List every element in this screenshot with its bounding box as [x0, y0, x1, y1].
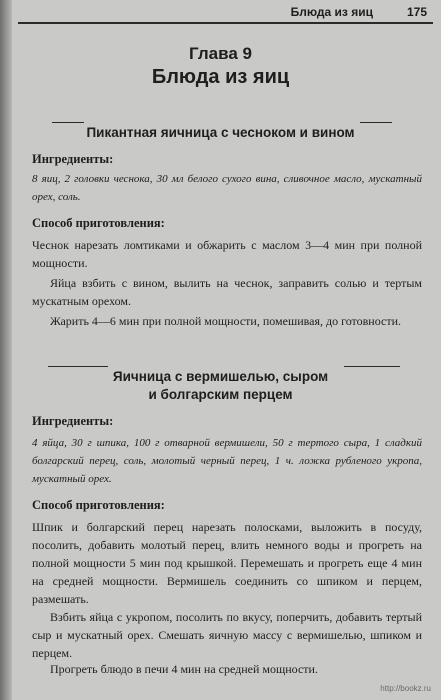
recipe-title: Пикантная яичница с чесноком и вином: [86, 125, 355, 140]
running-header-title: Блюда из яиц: [290, 5, 373, 19]
section-rule-left: [52, 122, 84, 123]
method-step: Чеснок нарезать ломтиками и обжарить с маслом 3—4 мин при полной мощности.: [32, 238, 422, 270]
ingredients-text: 4 яйца, 30 г шпика, 100 г отварной вермишели, 50 г тертого сыра, 1 сладкий болгарский перец, соль, молотый черный перец, 1 ч. ложка рубленого укропа, мускатный орех.: [32, 437, 422, 485]
method-step: Взбить яйца с укропом, посолить по вкусу, поперчить, добавить тертый сыр и мускатный орех. Смешать яичную массу с вермишелью, шпиком и перцем.: [32, 610, 422, 660]
watermark: http://bookz.ru: [380, 684, 431, 693]
page-number: 175: [406, 5, 427, 19]
recipe-title-line1: Яичница с вермишелью, сыром: [112, 369, 329, 384]
running-header: [0, 0, 441, 26]
ingredients-text: 8 яиц, 2 головки чеснока, 30 мл белого сухого вина, сливочное масло, мускатный орех, соль.: [32, 173, 422, 203]
section-rule-right: [344, 366, 400, 367]
chapter-title: Блюда из яиц: [151, 66, 290, 88]
method-label: Способ приготовления:: [32, 216, 165, 230]
method-step: Яйца взбить с вином, вылить на чеснок, заправить солью и тертым мускатным орехом.: [32, 276, 422, 308]
method-step: Прогреть блюдо в печи 4 мин на средней мощности.: [50, 662, 318, 676]
method-step: Шпик и болгарский перец нарезать полосками, выложить в посуду, посолить, добавить молотый перец, влить немного воды и прогреть на полной мощности 5 мин под крышкой. Перемешать и прогреть еще 4 мин на средней мощности. Вермишель соединить со шпиком и перцем, размешать.: [32, 520, 422, 606]
header-rule: [18, 22, 433, 24]
method-label: Способ приготовления:: [32, 498, 165, 512]
section-rule-right: [360, 122, 392, 123]
chapter-label: Глава 9: [189, 44, 252, 63]
ingredients-label: Ингредиенты:: [32, 152, 114, 166]
method-step: Жарить 4—6 мин при полной мощности, помешивая, до готовности.: [50, 314, 402, 328]
page-edge-shadow: [0, 0, 12, 700]
ingredients-label: Ингредиенты:: [32, 414, 114, 428]
recipe-title-line2: и болгарским перцем: [148, 387, 293, 402]
section-rule-left: [48, 366, 108, 367]
